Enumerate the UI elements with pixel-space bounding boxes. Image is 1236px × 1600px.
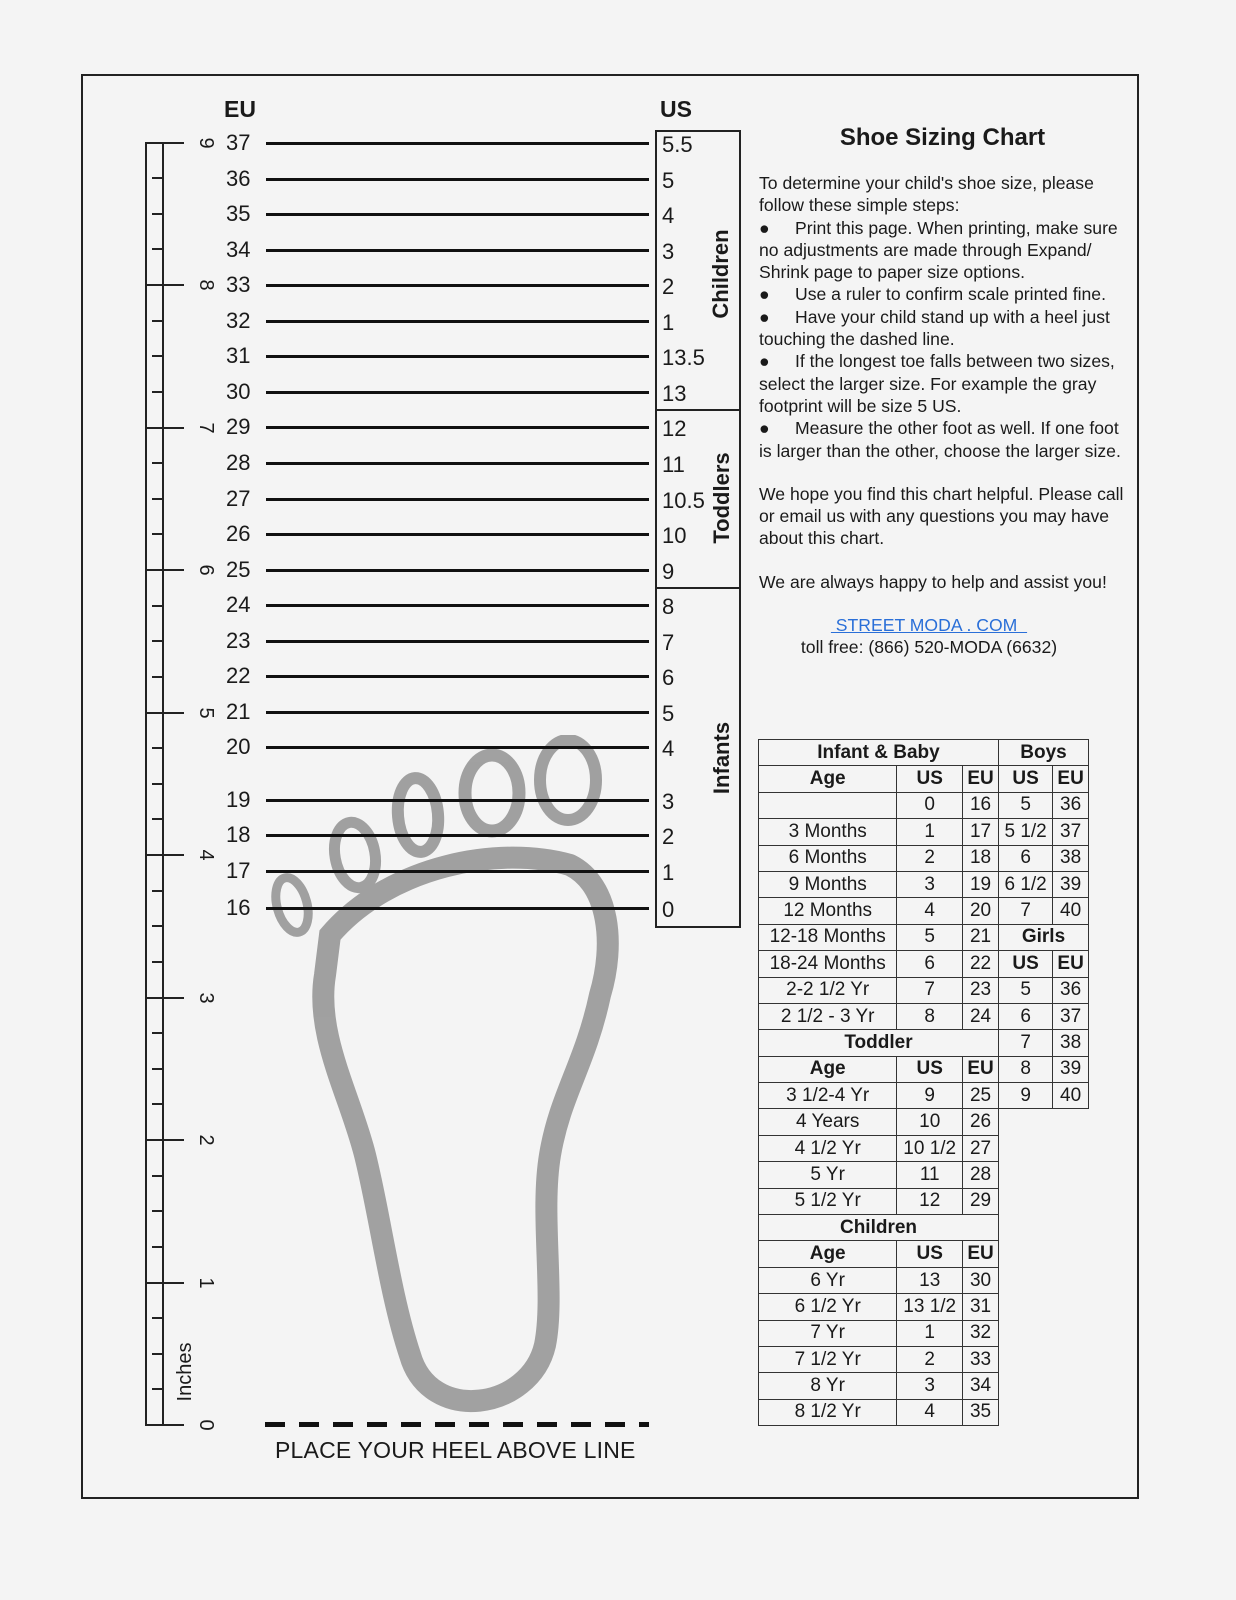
column-header: US [897,766,963,792]
table-row [759,977,999,1003]
ruler-quarter-tick [152,818,163,820]
table-row [759,1162,999,1188]
ruler-quarter-tick [152,1103,163,1105]
table-cell: 20 [963,898,999,924]
header-row [759,1056,999,1082]
ruler-unit-label: Inches [174,1342,196,1402]
size-line [266,640,649,643]
ruler-quarter-tick [152,533,163,535]
ruler-inch-tick [145,712,184,714]
table-cell: 38 [1053,845,1089,871]
inch-label: 2 [195,1134,217,1146]
step-2: ● Use a ruler to confirm scale printed fine. [759,284,1106,305]
table-cell: 18-24 Months [759,951,897,977]
table-cell: 7 1/2 Yr [759,1346,897,1372]
table-row [759,792,999,818]
us-size-label: 8 [662,594,675,619]
header-row [999,951,1089,977]
table-cell: 37 [1053,819,1089,845]
step-4: ● If the longest toe falls between two sizes, select the larger size. For example the gray footprint will be size 5 US. [759,351,1115,416]
ruler-quarter-tick [152,605,163,607]
group-label-infants: Infants [709,721,734,795]
table-cell: 9 Months [759,871,897,897]
table-cell: 12 [897,1188,963,1214]
column-header: US [897,1241,963,1267]
table-row [759,1109,999,1135]
eu-size-label: 16 [226,895,251,920]
ruler-quarter-tick [152,890,163,892]
table-cell: 7 [999,1030,1053,1056]
section-row [759,1030,999,1056]
table-cell: 40 [1053,1083,1089,1109]
size-line [266,426,649,429]
step-1: ● Print this page. When printing, make sure no adjustments are made through Expand/ Shrink page to paper size options. [759,217,1118,283]
table-row [759,1135,999,1161]
table-cell: 27 [963,1135,999,1161]
table-cell: 10 [897,1109,963,1135]
group-label-toddlers: Toddlers [709,452,734,544]
table-row [759,924,999,950]
ruler-quarter-tick [152,391,163,393]
eu-size-label: 37 [226,130,251,155]
bullet-icon: ● [759,306,770,327]
size-line [266,533,649,536]
table-cell: 7 [897,977,963,1003]
table-cell: 4 Years [759,1109,897,1135]
eu-size-label: 17 [226,858,251,883]
us-size-label: 5.5 [662,132,693,157]
table-cell: 32 [963,1320,999,1346]
table-cell: 36 [1053,977,1089,1003]
column-header: EU [1053,766,1089,792]
size-line [266,711,649,714]
ruler-inch-tick [145,569,184,571]
table-row [999,898,1089,924]
eu-size-label: 32 [226,308,251,333]
table-cell: 38 [1053,1030,1089,1056]
us-size-label: 4 [662,203,675,228]
toddlers-infants-divider [655,587,741,589]
eu-size-label: 27 [226,486,251,511]
column-header: EU [1053,951,1089,977]
bullet-icon: ● [759,284,770,305]
us-size-label: 0 [662,897,675,922]
table-row [759,1320,999,1346]
table-cell: 34 [963,1373,999,1399]
eu-size-label: 20 [226,734,251,759]
ruler-quarter-tick [152,248,163,250]
table-row [999,792,1089,818]
table-cell: 11 [897,1162,963,1188]
ruler-inch-tick [145,1424,184,1426]
table-cell: 9 [999,1083,1053,1109]
table-cell: 18 [963,845,999,871]
table-cell: 4 [897,898,963,924]
table-cell: 10 1/2 [897,1135,963,1161]
table-row [999,1030,1089,1056]
table-cell: 13 1/2 [897,1294,963,1320]
inch-label: 6 [195,564,217,576]
table-cell: 36 [1053,792,1089,818]
table-cell: 7 Yr [759,1320,897,1346]
inch-label: 7 [195,422,217,434]
eu-size-label: 21 [226,699,251,724]
size-line [266,391,649,394]
eu-size-label: 25 [226,557,251,582]
ruler-inch-tick [145,854,184,856]
bullet-icon: ● [759,217,770,238]
table-cell: 6 [897,951,963,977]
closing-text: We hope you find this chart helpful. Please call or email us with any questions you may have about this chart. [759,483,1124,549]
us-header: US [660,96,692,122]
table-cell: 19 [963,871,999,897]
size-line [266,249,649,252]
table-cell: 0 [897,792,963,818]
inch-label: 3 [195,992,217,1004]
table-cell: 7 [999,898,1053,924]
page-title: Shoe Sizing Chart [839,124,1046,151]
table-cell: 33 [963,1346,999,1372]
section-title: Children [759,1215,999,1241]
table-cell: 21 [963,924,999,950]
table-cell: 31 [963,1294,999,1320]
us-size-label: 2 [662,824,675,849]
table-cell: 8 Yr [759,1373,897,1399]
ruler-quarter-tick [152,355,163,357]
ruler-quarter-tick [152,640,163,642]
table-row [759,951,999,977]
table-row [999,1083,1089,1109]
table-cell: 26 [963,1109,999,1135]
size-line [266,799,649,802]
us-size-label: 13.5 [662,345,705,370]
table-cell: 12 Months [759,898,897,924]
table-row [759,898,999,924]
us-size-label: 10.5 [662,488,705,513]
eu-size-label: 33 [226,272,251,297]
eu-size-label: 31 [226,343,251,368]
table-row [999,1003,1089,1029]
table-cell: 29 [963,1188,999,1214]
table-cell: 37 [1053,1003,1089,1029]
eu-size-label: 36 [226,166,251,191]
eu-header: EU [224,96,256,122]
ruler-inch-tick [145,1139,184,1141]
size-line [266,907,649,910]
us-size-label: 5 [662,701,675,726]
us-size-label: 7 [662,630,675,655]
ruler-quarter-tick [152,1388,163,1390]
eu-size-label: 19 [226,787,251,812]
table-cell: 2 1/2 - 3 Yr [759,1003,897,1029]
eu-size-label: 30 [226,379,251,404]
table-cell: 13 [897,1267,963,1293]
ruler-inch-tick [145,427,184,429]
ruler-quarter-tick [152,925,163,927]
table-cell: 39 [1053,1056,1089,1082]
section-title: Infant & Baby [759,740,999,766]
section-title: Boys [999,740,1089,766]
footprint-icon [270,735,630,1425]
inch-label: 4 [195,849,217,861]
column-header: EU [963,766,999,792]
ruler-quarter-tick [152,1175,163,1177]
table-cell: 6 Yr [759,1267,897,1293]
step-5: ● Measure the other foot as well. If one foot is larger than the other, choose the larger size. [759,418,1121,461]
us-size-label: 3 [662,789,675,814]
table-row [759,845,999,871]
intro-text: To determine your child's shoe size, please follow these simple steps: [759,173,1094,216]
eu-size-label: 18 [226,822,251,847]
size-line [266,870,649,873]
ruler-quarter-tick [152,1353,163,1355]
us-size-label: 5 [662,168,675,193]
ruler-inch-tick [145,997,184,999]
ruler-quarter-tick [152,747,163,749]
eu-size-label: 26 [226,521,251,546]
table-cell: 3 1/2-4 Yr [759,1083,897,1109]
table-row [759,1003,999,1029]
table-cell: 8 1/2 Yr [759,1399,897,1425]
size-line [266,178,649,181]
section-title: Girls [999,924,1089,950]
column-header: US [999,951,1053,977]
eu-size-label: 35 [226,201,251,226]
table-row [999,819,1089,845]
section-title: Toddler [759,1030,999,1056]
boys-girls-table [998,739,1089,1109]
ruler-quarter-tick [152,1210,163,1212]
table-cell: 6 Months [759,845,897,871]
eu-size-label: 22 [226,663,251,688]
us-size-label: 12 [662,416,687,441]
ruler-quarter-tick [152,213,163,215]
bullet-icon: ● [759,351,770,372]
table-cell: 17 [963,819,999,845]
size-line [266,142,649,145]
table-row [999,977,1089,1003]
size-line [266,498,649,501]
inch-label: 5 [195,707,217,719]
us-size-label: 11 [662,452,685,477]
section-row [999,740,1089,766]
children-toddlers-divider [655,409,741,411]
table-row [999,871,1089,897]
step-3: ● Have your child stand up with a heel just touching the dashed line. [759,306,1110,350]
table-cell: 8 [897,1003,963,1029]
table-row [999,1056,1089,1082]
column-header: US [897,1056,963,1082]
table-cell: 9 [897,1083,963,1109]
ruler-quarter-tick [152,462,163,464]
inch-label: 1 [195,1277,217,1289]
us-size-label: 10 [662,523,687,548]
table-cell: 5 [999,977,1053,1003]
table-cell: 40 [1053,898,1089,924]
column-header: Age [759,1056,897,1082]
table-cell: 24 [963,1003,999,1029]
table-cell: 6 1/2 Yr [759,1294,897,1320]
inch-label: 0 [195,1419,217,1431]
ruler-inch-tick [145,1282,184,1284]
table-cell: 2 [897,1346,963,1372]
table-row [759,1294,999,1320]
table-cell: 5 [999,792,1053,818]
ruler-quarter-tick [152,1032,163,1034]
ruler-quarter-tick [152,1317,163,1319]
size-line [266,746,649,749]
size-line [266,213,649,216]
website-link[interactable]: STREET MODA . COM [830,615,1028,636]
us-size-label: 6 [662,665,675,690]
table-cell: 5 1/2 [999,819,1053,845]
eu-size-label: 24 [226,592,251,617]
table-cell: 35 [963,1399,999,1425]
header-row [759,766,999,792]
us-size-label: 9 [662,559,675,584]
section-row [759,740,999,766]
ruler-inch-tick [145,284,184,286]
instructions [759,172,1134,659]
ruler-quarter-tick [152,1068,163,1070]
table-cell: 3 [897,871,963,897]
table-cell: 3 Months [759,819,897,845]
table-cell: 6 1/2 [999,871,1053,897]
table-cell: 4 [897,1399,963,1425]
heel-instruction: PLACE YOUR HEEL ABOVE LINE [275,1437,636,1463]
size-line [266,355,649,358]
ruler-quarter-tick [152,961,163,963]
eu-size-label: 23 [226,628,251,653]
table-row [999,845,1089,871]
table-cell: 16 [963,792,999,818]
table-cell: 1 [897,1320,963,1346]
table-row [759,1346,999,1372]
table-cell: 6 [999,1003,1053,1029]
size-line [266,462,649,465]
size-line [266,569,649,572]
ruler-quarter-tick [152,1246,163,1248]
us-size-label: 4 [662,736,675,761]
eu-size-label: 28 [226,450,251,475]
section-row [759,1215,999,1241]
ruler-quarter-tick [152,783,163,785]
header-row [759,1241,999,1267]
table-row [759,1083,999,1109]
column-header: EU [963,1056,999,1082]
heel-dashed-line [265,1422,649,1427]
size-line [266,675,649,678]
us-size-label: 1 [662,310,675,335]
table-cell: 5 1/2 Yr [759,1188,897,1214]
us-size-label: 2 [662,274,675,299]
bullet-icon: ● [759,418,770,439]
table-cell: 25 [963,1083,999,1109]
column-header: Age [759,766,897,792]
phone-number: toll free: (866) 520-MODA (6632) [800,637,1058,658]
us-size-label: 13 [662,381,687,406]
ruler-quarter-tick [152,676,163,678]
table-cell: 28 [963,1162,999,1188]
table-cell: 22 [963,951,999,977]
column-header: Age [759,1241,897,1267]
table-row [759,819,999,845]
ruler-inch-tick [145,142,184,144]
inch-label: 9 [195,137,217,149]
table-row [759,871,999,897]
table-cell: 12-18 Months [759,924,897,950]
table-cell: 5 Yr [759,1162,897,1188]
age-size-table [758,739,999,1426]
ruler-quarter-tick [152,177,163,179]
ruler-outer-line [145,143,147,1426]
column-header: EU [963,1241,999,1267]
table-cell: 1 [897,819,963,845]
table-row [759,1373,999,1399]
ruler-quarter-tick [152,498,163,500]
eu-size-label: 34 [226,237,251,262]
table-cell: 23 [963,977,999,1003]
table-cell: 4 1/2 Yr [759,1135,897,1161]
table-cell: 2-2 1/2 Yr [759,977,897,1003]
table-row [759,1399,999,1425]
table-cell: 6 [999,845,1053,871]
header-row [999,766,1089,792]
size-line [266,320,649,323]
table-cell: 30 [963,1267,999,1293]
inch-label: 8 [195,279,217,291]
table-cell: 2 [897,845,963,871]
table-row [759,1188,999,1214]
table-cell: 8 [999,1056,1053,1082]
column-header: US [999,766,1053,792]
size-line [266,604,649,607]
closing-text-2: We are always happy to help and assist you! [759,571,1107,592]
table-row [759,1267,999,1293]
group-label-children: Children [708,229,733,319]
size-line [266,834,649,837]
table-cell: 39 [1053,871,1089,897]
size-line [266,284,649,287]
table-cell: 3 [897,1373,963,1399]
table-cell [759,792,897,818]
section-row [999,924,1089,950]
table-cell: 5 [897,924,963,950]
us-size-label: 3 [662,239,675,264]
eu-size-label: 29 [226,414,251,439]
ruler-quarter-tick [152,320,163,322]
us-size-label: 1 [662,860,675,885]
